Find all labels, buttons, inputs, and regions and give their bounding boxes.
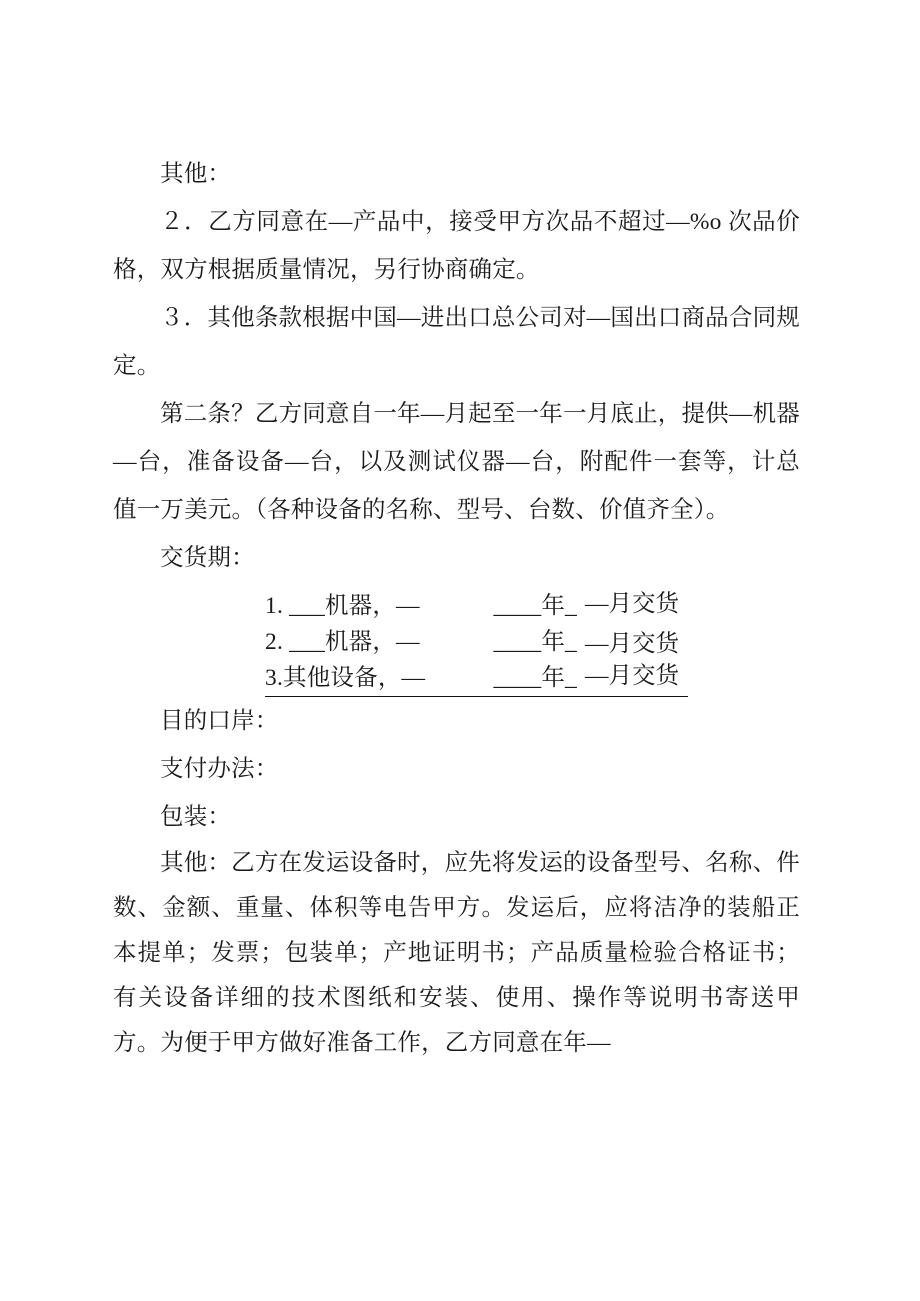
clause-2-paragraph: ２．乙方同意在—产品中，接受甲方次品不超过—%o 次品价格，双方根据质量情况，另行协商确定。 <box>113 209 800 283</box>
schedule-item-3-month: —月交货 <box>585 663 679 689</box>
destination-port-label: 目的口岸： <box>160 708 279 734</box>
schedule-item-3-year: ____年_ <box>493 665 577 691</box>
schedule-item-3-name: 3.其他设备，— <box>265 665 426 691</box>
packing-label: 包装： <box>160 804 232 830</box>
table-row <box>265 660 688 697</box>
clause-3-paragraph: ３．其他条款根据中国—进出口总公司对—国出口商品合同规定。 <box>113 305 800 379</box>
schedule-item-1-month: —月交货 <box>585 591 679 617</box>
delivery-schedule-table <box>265 588 688 697</box>
schedule-item-2-year: ____年_ <box>493 629 577 655</box>
other-notes-paragraph: 其他：乙方在发运设备时，应先将发运的设备型号、名称、件数、金额、重量、体积等电告甲方。发运后，应将洁净的装船正本提单；发票；包装单；产地证明书；产品质量检验合格证书；有关设备详细的技术图纸和安装、使用、操作等说明书寄送甲方。为便于甲方做好准备工作，乙方同意在年— <box>113 850 800 1056</box>
payment-method-label: 支付办法： <box>160 756 279 782</box>
schedule-item-2-name: 2. ___机器，— <box>265 629 420 655</box>
schedule-item-2-month: —月交货 <box>585 631 679 657</box>
schedule-item-1-name: 1. ___机器，— <box>265 593 420 619</box>
article-2-paragraph: 第二条？乙方同意自一年—月起至一年一月底止，提供—机器—台，准备设备—台，以及测试仪器—台，附配件一套等，计总值一万美元。（各种设备的名称、型号、台数、价值齐全）。 <box>113 401 800 523</box>
table-row <box>265 588 688 624</box>
other-label-first: 其他： <box>160 161 232 187</box>
document-body <box>113 150 800 1066</box>
table-row <box>265 624 688 660</box>
delivery-period-label: 交货期： <box>160 545 255 571</box>
schedule-item-1-year: ____年_ <box>493 593 577 619</box>
